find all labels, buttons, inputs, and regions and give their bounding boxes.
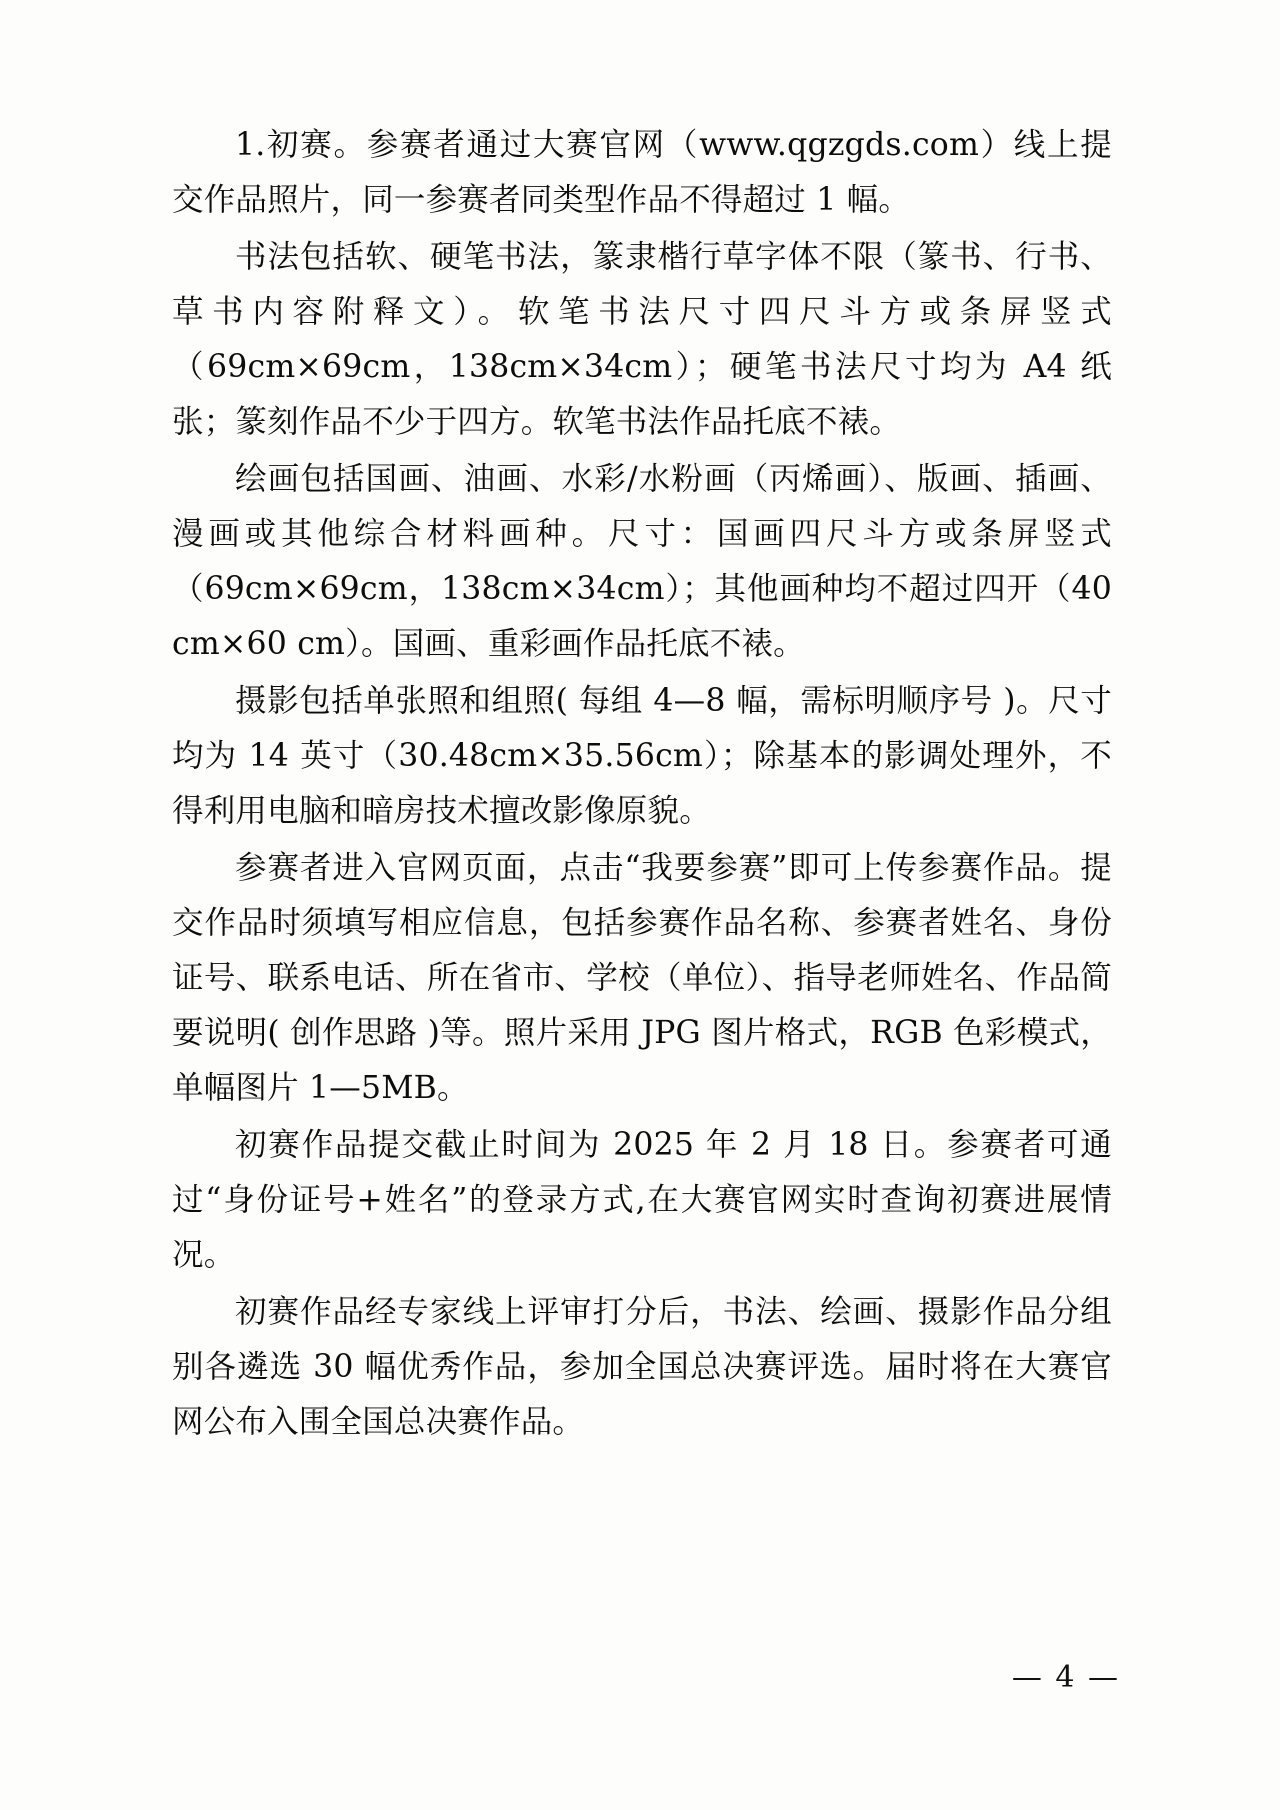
paragraph-review-process: 初赛作品经专家线上评审打分后，书法、绘画、摄影作品分组别各遴选 30 幅优秀作品，参加全国总决赛评选。届时将在大赛官网公布入围全国总决赛作品。 bbox=[172, 1294, 1112, 1440]
paragraph-submission-info: 参赛者进入官网页面，点击“我要参赛”即可上传参赛作品。提交作品时须填写相应信息，包括参赛作品名称、参赛者姓名、身份证号、联系电话、所在省市、学校（单位）、指导老师姓名、作品简要说明( 创作思路 )等。照片采用 JPG 图片格式，RGB 色彩模式，单幅图片 1—5MB。 bbox=[172, 850, 1112, 1106]
page-number: — 4 — bbox=[1011, 1660, 1120, 1695]
paragraph-photography-rules: 摄影包括单张照和组照( 每组 4—8 幅，需标明顺序号 )。尺寸均为 14 英寸（30.48cm×35.56cm）；除基本的影调处理外，不得利用电脑和暗房技术擅改影像原貌。 bbox=[172, 683, 1112, 829]
paragraph-deadline: 初赛作品提交截止时间为 2025 年 2 月 18 日。参赛者可通过“身份证号+姓名”的登录方式,在大赛官网实时查询初赛进展情况。 bbox=[172, 1127, 1112, 1273]
paragraph-preliminary-round: 1.初赛。参赛者通过大赛官网（www.qgzgds.com）线上提交作品照片，同一参赛者同类型作品不得超过 1 幅。 bbox=[172, 127, 1112, 218]
paragraph-calligraphy-rules: 书法包括软、硬笔书法，篆隶楷行草字体不限（篆书、行书、草书内容附释文）。软笔书法尺寸四尺斗方或条屏竖式（69cm×69cm，138cm×34cm）；硬笔书法尺寸均为 A4 纸张；篆刻作品不少于四方。软笔书法作品托底不裱。 bbox=[172, 239, 1112, 440]
paragraph-painting-rules: 绘画包括国画、油画、水彩/水粉画（丙烯画）、版画、插画、漫画或其他综合材料画种。尺寸：国画四尺斗方或条屏竖式（69cm×69cm，138cm×34cm）；其他画种均不超过四开（40 cm×60 cm）。国画、重彩画作品托底不裱。 bbox=[172, 461, 1112, 662]
document-body bbox=[172, 118, 1112, 1452]
